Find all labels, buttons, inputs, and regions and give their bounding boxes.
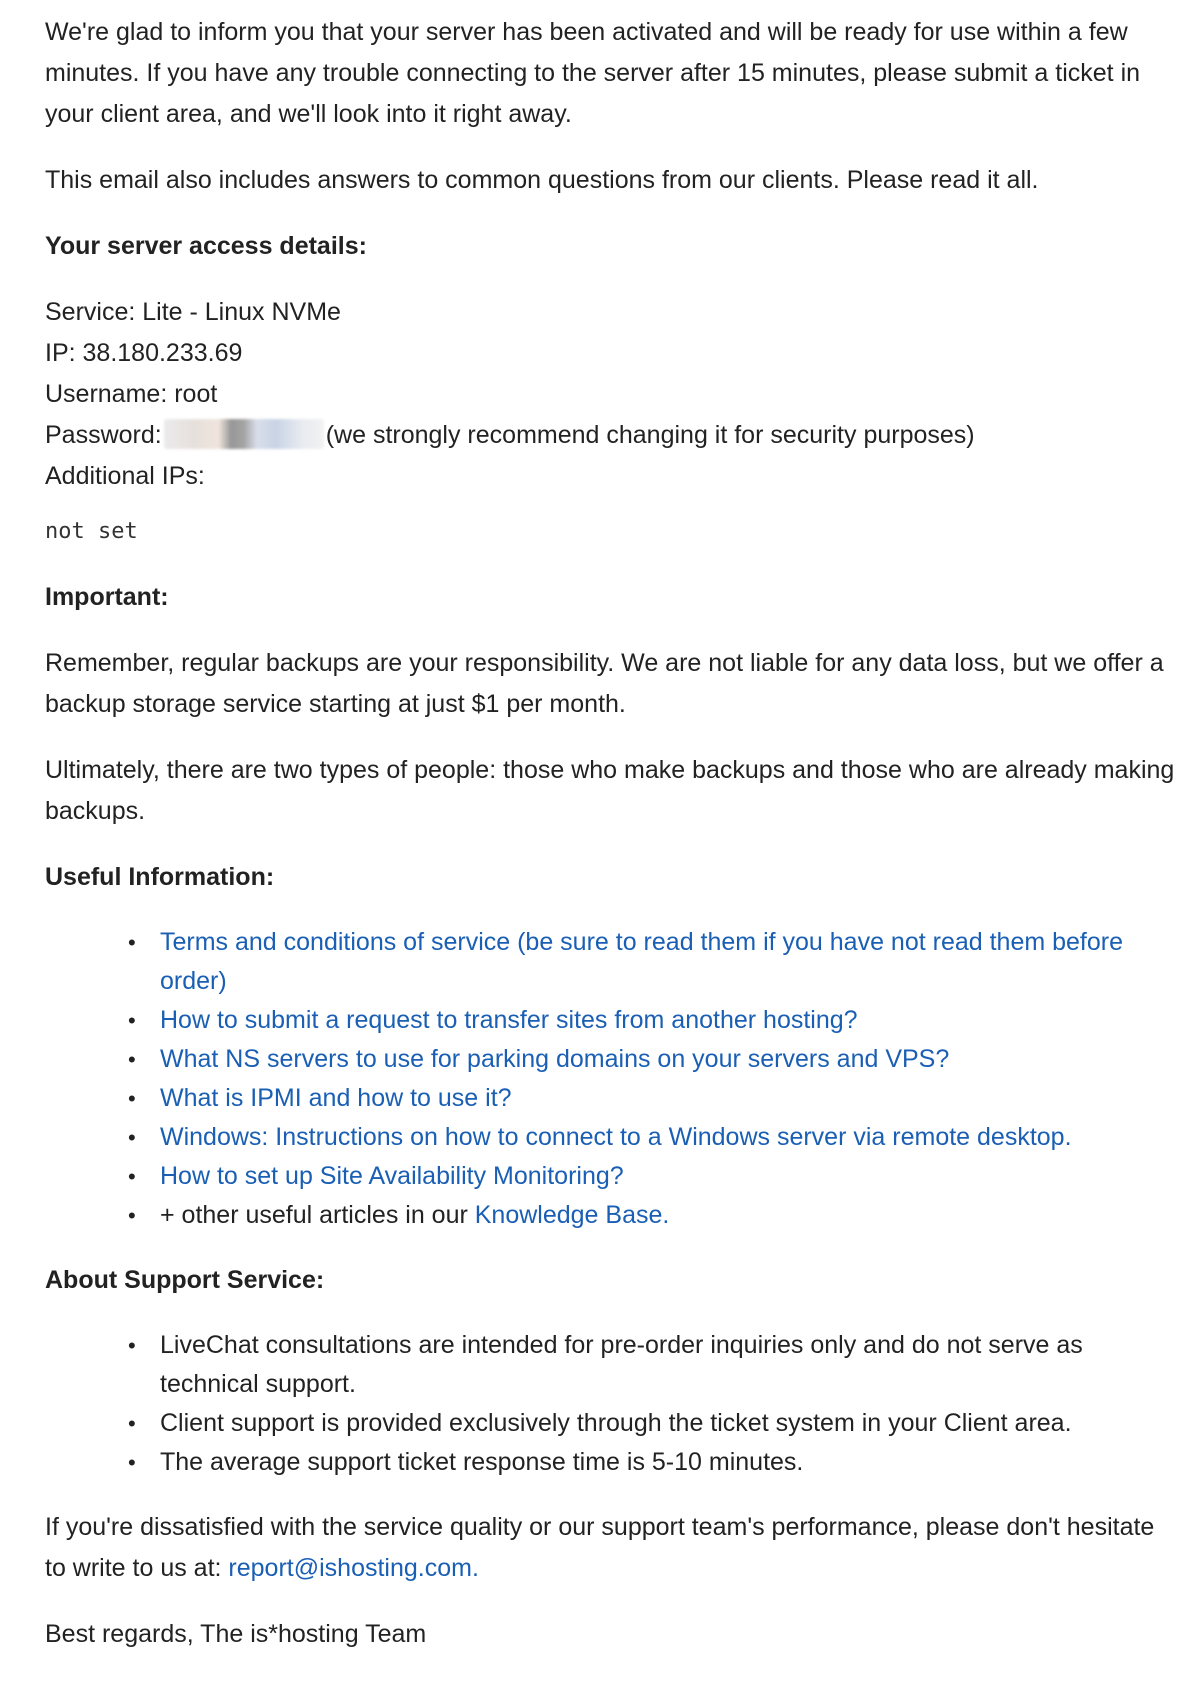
- other-articles-text: + other useful articles in our: [160, 1201, 475, 1229]
- useful-information-heading: Useful Information:: [45, 863, 275, 891]
- support-info-list: [45, 1326, 1180, 1482]
- signature: Best regards, The is*hosting Team: [45, 1620, 427, 1648]
- ns-servers-link[interactable]: What NS servers to use for parking domains on your servers and VPS?: [160, 1045, 950, 1073]
- list-item: [160, 1196, 1180, 1235]
- password-redacted-blur: [164, 419, 324, 449]
- additional-ips-value: not set: [45, 519, 138, 544]
- feedback-text: If you're dissatisfied with the service quality or our support team's performance, please don't hesitate to write to us at:: [45, 1513, 1155, 1582]
- windows-remote-desktop-link[interactable]: Windows: Instructions on how to connect to a Windows server via remote desktop.: [160, 1123, 1072, 1151]
- password-note: (we strongly recommend changing it for security purposes): [325, 421, 975, 449]
- terms-link[interactable]: Terms and conditions of service (be sure to read them if you have not read them before order): [160, 928, 1124, 995]
- list-item: [160, 1157, 1180, 1196]
- list-item: [160, 1079, 1180, 1118]
- transfer-sites-link[interactable]: How to submit a request to transfer sites from another hosting?: [160, 1006, 858, 1034]
- backup-quote-paragraph: Ultimately, there are two types of people: those who make backups and those who are already making backups.: [45, 756, 1175, 825]
- list-item: [160, 1118, 1180, 1157]
- site-monitoring-link[interactable]: How to set up Site Availability Monitoring?: [160, 1162, 624, 1190]
- knowledge-base-link[interactable]: Knowledge Base.: [474, 1201, 670, 1229]
- list-item: • LiveChat consultations are intended for pre-order inquiries only and do not serve as technical support.: [160, 1326, 1180, 1404]
- useful-links-list: [45, 923, 1180, 1235]
- service-line: Service: Lite - Linux NVMe: [45, 298, 341, 326]
- ip-line: IP: 38.180.233.69: [45, 339, 243, 367]
- password-line: [45, 415, 1180, 456]
- report-email-link[interactable]: report@ishosting.com.: [228, 1554, 479, 1582]
- password-label: Password:: [45, 421, 162, 449]
- additional-ips-label: Additional IPs:: [45, 462, 205, 490]
- feedback-paragraph: [45, 1507, 1180, 1589]
- username-line: Username: root: [45, 380, 218, 408]
- list-item: • The average support ticket response time is 5-10 minutes.: [160, 1443, 1180, 1482]
- backup-responsibility-paragraph: Remember, regular backups are your responsibility. We are not liable for any data loss, but we offer a backup storage service starting at just $1 per month.: [45, 649, 1164, 718]
- list-item: [160, 1001, 1180, 1040]
- important-heading: Important:: [45, 583, 169, 611]
- intro-paragraph-faq: This email also includes answers to common questions from our clients. Please read it all.: [45, 166, 1039, 194]
- access-details-heading: Your server access details:: [45, 232, 367, 260]
- intro-paragraph-activation: We're glad to inform you that your server has been activated and will be ready for use within a few minutes. If you have any trouble connecting to the server after 15 minutes, please submit a ticket in your client area, and we'll look into it right away.: [45, 18, 1141, 128]
- list-item: • Client support is provided exclusively through the ticket system in your Client area.: [160, 1404, 1180, 1443]
- access-details: [45, 292, 1180, 497]
- list-item: [160, 1040, 1180, 1079]
- ipmi-link[interactable]: What is IPMI and how to use it?: [160, 1084, 512, 1112]
- support-service-heading: About Support Service:: [45, 1266, 325, 1294]
- list-item: [160, 923, 1180, 1001]
